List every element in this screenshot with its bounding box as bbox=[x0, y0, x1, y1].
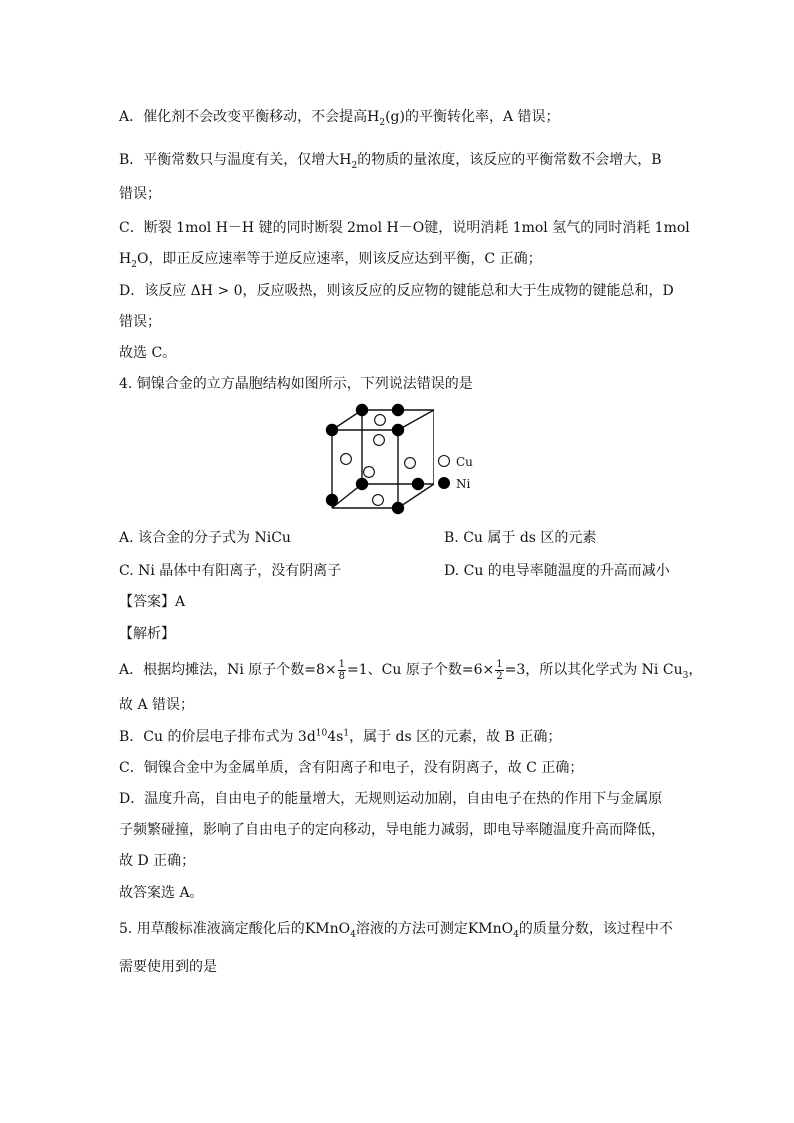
ni-atom bbox=[392, 404, 404, 416]
fraction-one-half: $\frac{1}{2}$ bbox=[496, 658, 503, 682]
cu-atom bbox=[373, 495, 384, 506]
explanation-b-line1: B．平衡常数只与温度有关，仅增大$H_2$的物质的量浓度，该反应的平衡常数不会增大，B bbox=[119, 152, 662, 171]
cu-legend-icon bbox=[437, 454, 451, 468]
ni-atom bbox=[326, 494, 338, 506]
ni-atom bbox=[356, 404, 368, 416]
ni-atom bbox=[356, 478, 368, 490]
answer-label: 【答案】A bbox=[119, 594, 186, 610]
analysis-a-line2: 故 A 错误； bbox=[119, 697, 195, 713]
question-5-line2: 需要使用到的是 bbox=[119, 959, 217, 975]
question-4-stem: 4. 铜镍合金的立方晶胞结构如图所示，下列说法错误的是 bbox=[119, 376, 473, 392]
cu-atom bbox=[364, 467, 375, 478]
cubic-cell-diagram bbox=[318, 400, 434, 524]
final-answer: 故答案选 A。 bbox=[119, 885, 204, 901]
explanation-b-line2: 错误； bbox=[119, 186, 161, 202]
ni-atom bbox=[392, 502, 404, 514]
explanation-c-line2: $H_2O$，即正反应速率等于逆反应速率，则该反应达到平衡，C 正确； bbox=[119, 251, 542, 270]
ni-atom bbox=[392, 424, 404, 436]
option-b: B. Cu 属于 ds 区的元素 bbox=[444, 530, 597, 546]
cu-atom bbox=[374, 435, 385, 446]
cu-atom bbox=[375, 415, 386, 426]
cu-legend-label: Cu bbox=[456, 455, 473, 469]
analysis-heading: 【解析】 bbox=[119, 626, 175, 642]
option-a: A. 该合金的分子式为 NiCu bbox=[119, 530, 291, 546]
analysis-d-line3: 故 D 正确； bbox=[119, 853, 196, 869]
question-5-line1: 5. 用草酸标准液滴定酸化后的KMnO$_4$溶液的方法可测定KMnO$_4$的质量分数，该过程中不 bbox=[119, 921, 673, 940]
option-d: D. Cu 的电导率随温度的升高而减小 bbox=[444, 563, 670, 579]
analysis-b: B．Cu 的价层电子排布式为 $3d^{10}4s^1$，属于 ds 区的元素，故 B 正确； bbox=[119, 728, 562, 745]
ni-atom bbox=[326, 424, 338, 436]
analysis-c: C．铜镍合金中为金属单质，含有阳离子和电子，没有阴离子，故 C 正确； bbox=[119, 760, 584, 776]
analysis-d-line1: D．温度升高，自由电子的能量增大，无规则运动加剧，自由电子在热的作用下与金属原 bbox=[119, 791, 663, 807]
analysis-d-line2: 子频繁碰撞，影响了自由电子的定向移动，导电能力减弱，即电导率随温度升高而降低， bbox=[119, 822, 665, 838]
cu-atom bbox=[405, 458, 416, 469]
explanation-d-line1: D．该反应 ΔH > 0，反应吸热，则该反应的反应物的键能总和大于生成物的键能总和，D bbox=[119, 283, 674, 299]
fraction-one-eighth: $\frac{1}{8}$ bbox=[338, 658, 346, 682]
ni-legend-icon bbox=[437, 476, 451, 490]
option-c: C. Ni 晶体中有阳离子，没有阴离子 bbox=[119, 563, 342, 579]
ni-legend-label: Ni bbox=[456, 477, 471, 491]
explanation-a: A．催化剂不会改变平衡移动，不会提高$H_2(g)$的平衡转化率，A 错误； bbox=[119, 109, 560, 128]
explanation-choice: 故选 C。 bbox=[119, 345, 177, 361]
cu-atom bbox=[341, 454, 352, 465]
explanation-c-line1: C．断裂 1mol H－H 键的同时断裂 2mol H－O键，说明消耗 1mol 氢气的同时消耗 1mol bbox=[119, 220, 690, 236]
ni-atom bbox=[412, 478, 424, 490]
explanation-d-line2: 错误； bbox=[119, 314, 161, 330]
analysis-a-line1: A．根据均摊法，Ni 原子个数=8× $\frac{1}{8}$ =1、Cu 原子个数=6× $\frac{1}{2}$ =3，所以其化学式为 Ni $Cu_3$， bbox=[119, 658, 703, 682]
